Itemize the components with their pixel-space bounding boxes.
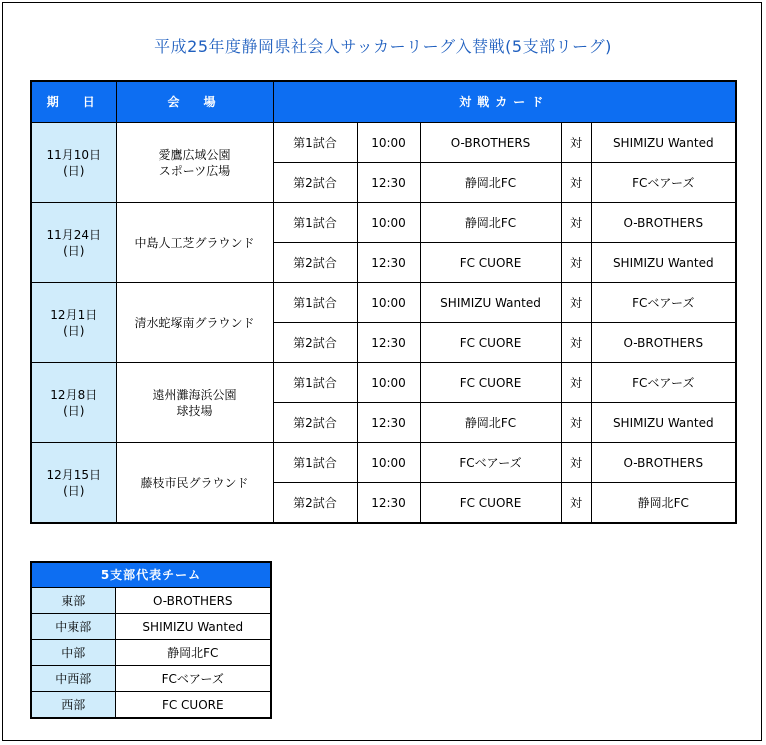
representative-team: FCベアーズ	[115, 666, 271, 692]
away-team: SHIMIZU Wanted	[591, 243, 736, 283]
game-number: 第2試合	[273, 243, 357, 283]
venue-line: 遠州灘海浜公園	[152, 387, 237, 402]
representative-row	[31, 640, 271, 666]
game-number: 第2試合	[273, 323, 357, 363]
kickoff-time: 10:00	[357, 443, 420, 483]
versus-label: 対	[561, 203, 591, 243]
kickoff-time: 12:30	[357, 243, 420, 283]
kickoff-time: 12:30	[357, 323, 420, 363]
match-venue	[116, 283, 273, 363]
date-text: 11月24日	[46, 227, 102, 242]
date-text: 12月1日	[50, 307, 98, 322]
home-team: O-BROTHERS	[420, 123, 561, 163]
representatives-header-row	[31, 562, 271, 588]
match-venue	[116, 203, 273, 283]
away-team: O-BROTHERS	[591, 203, 736, 243]
versus-label: 対	[561, 403, 591, 443]
representatives-header: 5支部代表チーム	[31, 562, 271, 588]
match-date	[31, 283, 116, 363]
region-name: 西部	[31, 692, 115, 719]
schedule-row	[31, 443, 736, 483]
away-team: O-BROTHERS	[591, 443, 736, 483]
schedule-table	[30, 80, 737, 524]
match-venue	[116, 443, 273, 524]
home-team: FC CUORE	[420, 243, 561, 283]
match-date	[31, 443, 116, 524]
home-team: FC CUORE	[420, 323, 561, 363]
kickoff-time: 12:30	[357, 483, 420, 524]
header-date: 期 日	[31, 81, 116, 123]
game-number: 第1試合	[273, 283, 357, 323]
match-date	[31, 203, 116, 283]
match-date	[31, 363, 116, 443]
date-text: 12月8日	[50, 387, 98, 402]
page-title: 平成25年度静岡県社会人サッカーリーグ入替戦(5支部リーグ)	[154, 37, 612, 56]
game-number: 第2試合	[273, 163, 357, 203]
venue-line: 中島人工芝グラウンド	[134, 235, 255, 250]
match-venue	[116, 123, 273, 203]
home-team: 静岡北FC	[420, 163, 561, 203]
game-number: 第1試合	[273, 203, 357, 243]
versus-label: 対	[561, 163, 591, 203]
away-team: SHIMIZU Wanted	[591, 403, 736, 443]
schedule-row	[31, 363, 736, 403]
game-number: 第1試合	[273, 363, 357, 403]
date-text: 12月15日	[46, 467, 102, 482]
away-team: FCベアーズ	[591, 363, 736, 403]
kickoff-time: 10:00	[357, 203, 420, 243]
venue-line: スポーツ広場	[158, 163, 231, 178]
game-number: 第2試合	[273, 483, 357, 524]
representative-team: FC CUORE	[115, 692, 271, 719]
match-venue	[116, 363, 273, 443]
representative-row	[31, 692, 271, 719]
header-cards: 対戦カード	[273, 81, 736, 123]
kickoff-time: 12:30	[357, 163, 420, 203]
representative-team: SHIMIZU Wanted	[115, 614, 271, 640]
away-team: O-BROTHERS	[591, 323, 736, 363]
versus-label: 対	[561, 243, 591, 283]
schedule-row	[31, 123, 736, 163]
home-team: 静岡北FC	[420, 403, 561, 443]
game-number: 第1試合	[273, 123, 357, 163]
home-team: 静岡北FC	[420, 203, 561, 243]
schedule-row	[31, 203, 736, 243]
versus-label: 対	[561, 483, 591, 524]
day-of-week: (日)	[63, 323, 85, 338]
venue-line: 球技場	[176, 403, 213, 418]
away-team: SHIMIZU Wanted	[591, 123, 736, 163]
versus-label: 対	[561, 323, 591, 363]
venue-line: 清水蛇塚南グラウンド	[134, 315, 255, 330]
home-team: FC CUORE	[420, 483, 561, 524]
representative-row	[31, 588, 271, 614]
versus-label: 対	[561, 283, 591, 323]
representative-team: 静岡北FC	[115, 640, 271, 666]
day-of-week: (日)	[63, 483, 85, 498]
away-team: FCベアーズ	[591, 283, 736, 323]
away-team: FCベアーズ	[591, 163, 736, 203]
schedule-row	[31, 283, 736, 323]
game-number: 第2試合	[273, 403, 357, 443]
kickoff-time: 12:30	[357, 403, 420, 443]
day-of-week: (日)	[63, 403, 85, 418]
versus-label: 対	[561, 443, 591, 483]
kickoff-time: 10:00	[357, 283, 420, 323]
home-team: FCベアーズ	[420, 443, 561, 483]
region-name: 中西部	[31, 666, 115, 692]
venue-line: 藤枝市民グラウンド	[140, 475, 249, 490]
venue-line: 愛鷹広域公園	[158, 147, 231, 162]
home-team: SHIMIZU Wanted	[420, 283, 561, 323]
kickoff-time: 10:00	[357, 123, 420, 163]
day-of-week: (日)	[63, 243, 85, 258]
representative-row	[31, 666, 271, 692]
day-of-week: (日)	[63, 163, 85, 178]
home-team: FC CUORE	[420, 363, 561, 403]
representatives-table	[30, 561, 272, 719]
header-venue: 会 場	[116, 81, 273, 123]
game-number: 第1試合	[273, 443, 357, 483]
match-date	[31, 123, 116, 203]
region-name: 中東部	[31, 614, 115, 640]
representative-row	[31, 614, 271, 640]
schedule-header-row	[31, 81, 736, 123]
versus-label: 対	[561, 123, 591, 163]
date-text: 11月10日	[46, 147, 102, 162]
versus-label: 対	[561, 363, 591, 403]
kickoff-time: 10:00	[357, 363, 420, 403]
region-name: 中部	[31, 640, 115, 666]
away-team: 静岡北FC	[591, 483, 736, 524]
representative-team: O-BROTHERS	[115, 588, 271, 614]
region-name: 東部	[31, 588, 115, 614]
